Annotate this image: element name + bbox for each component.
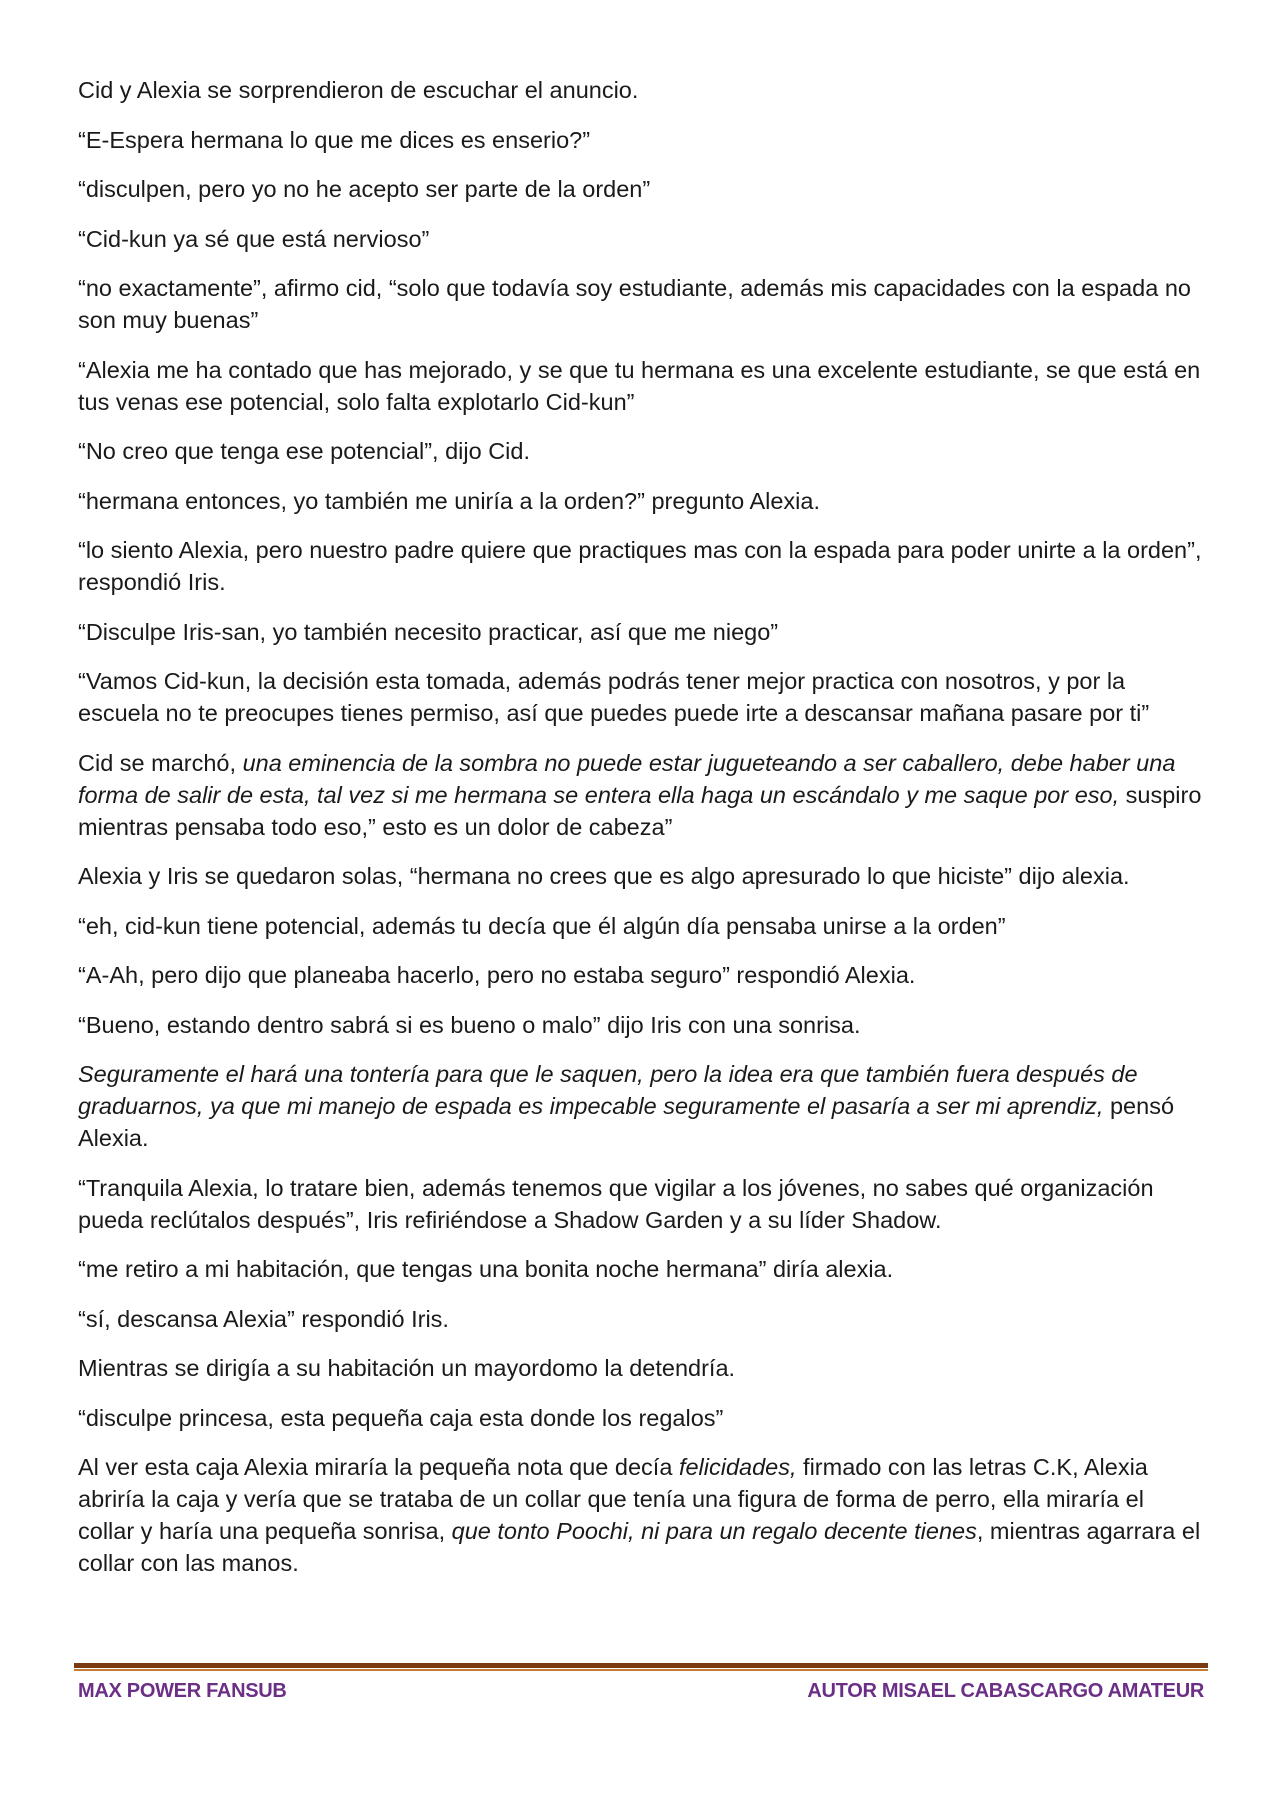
text-run: “Cid-kun ya sé que está nervioso”	[78, 225, 430, 252]
paragraph	[78, 124, 1206, 156]
paragraph	[78, 173, 1206, 205]
text-run: Mientras se dirigía a su habitación un mayordomo la detendría.	[78, 1355, 736, 1381]
paragraph	[78, 435, 1206, 467]
paragraph	[78, 354, 1206, 418]
text-run: “Alexia me ha contado que has mejorado, y se que tu hermana es una excelente estudiante, se que está en tus venas ese potencial, solo falta explotarlo Cid-kun”	[78, 356, 1201, 415]
paragraph	[78, 1451, 1206, 1579]
text-run: “A-Ah, pero dijo que planeaba hacerlo, pero no estaba seguro” respondió Alexia.	[78, 962, 916, 988]
text-run: “Disculpe Iris-san, yo también necesito practicar, así que me niego”	[78, 618, 779, 645]
text-run: “sí, descansa Alexia” respondió Iris.	[78, 1305, 449, 1332]
text-run: “lo siento Alexia, pero nuestro padre quiere que practiques mas con la espada para poder unirte a la orden”, respondió Iris.	[78, 537, 1202, 595]
text-run: suspiro mientras pensaba todo eso,” esto es un dolor de cabeza”	[78, 781, 1202, 840]
text-run: Al ver esta caja Alexia miraría la pequeña nota que decía	[78, 1454, 679, 1480]
paragraph	[78, 747, 1206, 843]
text-run: Cid se marchó,	[78, 749, 243, 776]
paragraph	[78, 665, 1206, 729]
footer-rule-accent	[74, 1669, 1208, 1671]
text-run: “Bueno, estando dentro sabrá si es bueno o malo” dijo Iris con una sonrisa.	[78, 1011, 861, 1038]
text-run: “eh, cid-kun tiene potencial, además tu decía que él algún día pensaba unirse a la orden”	[78, 912, 1006, 939]
paragraph	[78, 485, 1206, 517]
italic-text-run: Seguramente el hará una tontería para que le saquen, pero la idea era que también fuera después de graduarnos, ya que mi manejo de espada es impecable seguramente el pasaría a ser mi aprendiz,	[78, 1061, 1138, 1119]
footer-author-credit: AUTOR MISAEL CABASCARGO AMATEUR	[807, 1680, 1204, 1702]
paragraph	[78, 272, 1206, 336]
text-run: “no exactamente”, afirmo cid, “solo que todavía soy estudiante, además mis capacidades con la espada no son muy buenas”	[78, 275, 1191, 333]
text-run: “disculpen, pero yo no he acepto ser parte de la orden”	[78, 176, 651, 202]
paragraph	[78, 616, 1206, 648]
text-run: Alexia y Iris se quedaron solas, “hermana no crees que es algo apresurado lo que hiciste” dijo alexia.	[78, 863, 1130, 889]
text-run: “Tranquila Alexia, lo tratare bien, además tenemos que vigilar a los jóvenes, no sabes qué organización pueda reclútalos después”, Iris refiriéndose a Shadow Garden y a su líder Shadow.	[78, 1174, 1154, 1233]
paragraph	[78, 223, 1206, 255]
footer-fansub-credit: MAX POWER FANSUB	[78, 1680, 287, 1702]
text-run: “Vamos Cid-kun, la decisión esta tomada, además podrás tener mejor practica con nosotros, y por la escuela no te preocupes tienes permiso, así que puedes puede irte a descansar mañana pasare por ti”	[78, 668, 1150, 726]
paragraph	[78, 1352, 1206, 1384]
paragraph	[78, 1253, 1206, 1285]
text-run: Cid y Alexia se sorprendieron de escuchar el anuncio.	[78, 77, 639, 103]
text-run: “me retiro a mi habitación, que tengas una bonita noche hermana” diría alexia.	[78, 1256, 894, 1282]
paragraph	[78, 1172, 1206, 1236]
text-run: “hermana entonces, yo también me uniría a la orden?” pregunto Alexia.	[78, 487, 820, 514]
italic-text-run: felicidades,	[678, 1454, 797, 1480]
paragraph	[78, 860, 1206, 892]
text-run: , mientras agarrara el collar con las manos.	[78, 1518, 1201, 1576]
paragraph	[78, 1402, 1206, 1434]
paragraph	[78, 1303, 1206, 1335]
story-text	[78, 74, 1206, 1597]
paragraph	[78, 959, 1206, 991]
text-run: firmado con las letras C.K, Alexia abriría la caja y vería que se trataba de un collar que tenía una figura de forma de perro, ella miraría el collar y haría una pequeña sonrisa,	[78, 1454, 1148, 1544]
italic-text-run: que tonto Poochi, ni para un regalo decente tienes	[451, 1518, 977, 1544]
text-run: “disculpe princesa, esta pequeña caja esta donde los regalos”	[78, 1404, 724, 1431]
paragraph	[78, 74, 1206, 106]
paragraph	[78, 534, 1206, 598]
paragraph	[78, 910, 1206, 942]
paragraph	[78, 1009, 1206, 1041]
text-run: “E-Espera hermana lo que me dices es enserio?”	[78, 126, 591, 153]
text-run: pensó Alexia.	[78, 1093, 1175, 1151]
paragraph	[78, 1058, 1206, 1154]
text-run: “No creo que tenga ese potencial”, dijo Cid.	[78, 438, 530, 464]
footer-rule	[74, 1663, 1208, 1668]
italic-text-run: una eminencia de la sombra no puede estar jugueteando a ser caballero, debe haber una forma de salir de esta, tal vez si me hermana se entera ella haga un escándalo y me saque por eso,	[78, 749, 1176, 808]
page-footer	[78, 1680, 1204, 1710]
